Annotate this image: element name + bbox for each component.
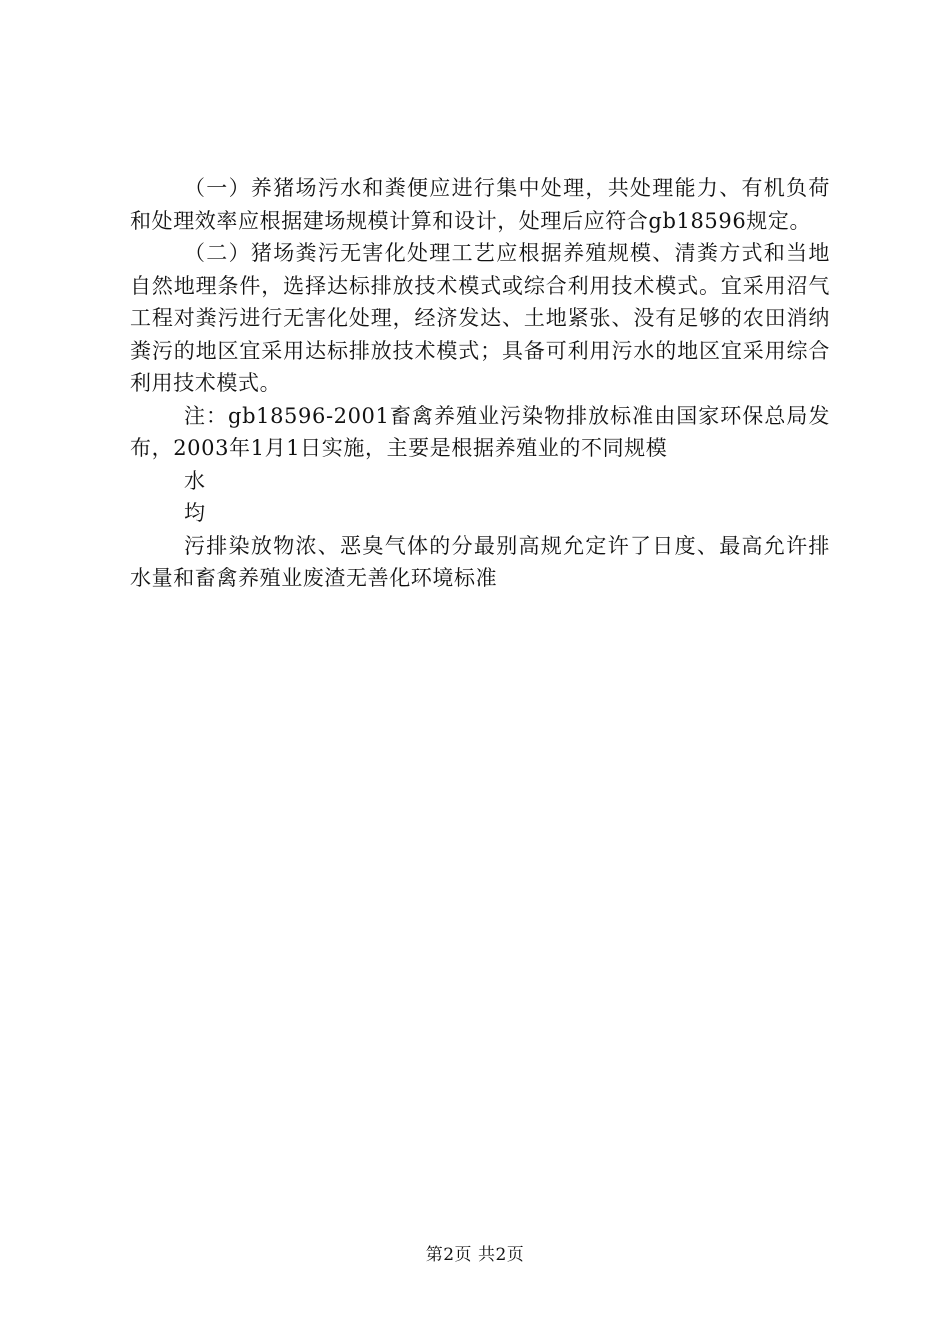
paragraph-2: （二）猪场粪污无害化处理工艺应根据养殖规模、清粪方式和当地自然地理条件，选择达标排放技术模式或综合利用技术模式。宜采用沼气工程对粪污进行无害化处理，经济发达、土地紧张、没有足够的农田消纳粪污的地区宜采用达标排放技术模式；具备可利用污水的地区宜采用综合利用技术模式。 <box>130 241 830 395</box>
paragraph-fragment-2: 均 <box>184 501 206 525</box>
paragraph-note: 注：gb18596-2001畜禽养殖业污染物排放标准由国家环保总局发布，2003年1月1日实施，主要是根据养殖业的不同规模 <box>130 403 830 460</box>
document-body <box>130 172 830 595</box>
page-footer: 第2页 共2页 <box>425 1245 525 1265</box>
paragraph-1: （一）养猪场污水和粪便应进行集中处理，共处理能力、有机负荷和处理效率应根据建场规模计算和设计，处理后应符合gb18596规定。 <box>130 176 830 233</box>
paragraph-fragment-1: 水 <box>184 468 206 493</box>
paragraph-last: 污排染放物浓、恶臭气体的分最别高规允定许了日度、最高允许排水量和畜禽养殖业废渣无善化环境标准 <box>130 533 830 590</box>
